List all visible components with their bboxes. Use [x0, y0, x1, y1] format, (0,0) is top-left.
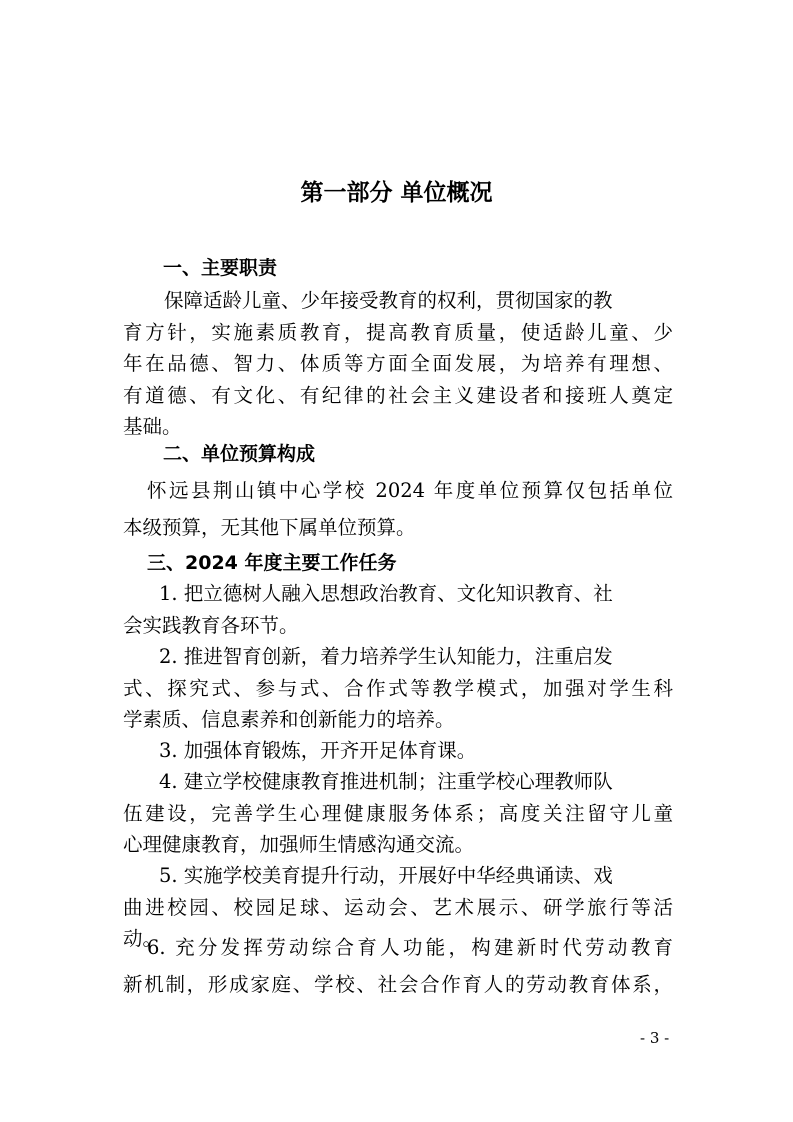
text-line: 式、探究式、参与式、合作式等教学模式，加强对学生科: [123, 676, 673, 700]
task-item-3: [123, 735, 673, 767]
text-line: 6. 充分发挥劳动综合育人功能，构建新时代劳动教育: [147, 936, 673, 959]
page-title: 第一部分 单位概况: [300, 180, 493, 206]
text-line: 伍建设，完善学生心理健康服务体系；高度关注留守儿童: [123, 801, 673, 825]
text-line: 本级预算，无其他下属单位预算。: [123, 516, 416, 539]
text-line: 会实践教育各环节。: [123, 613, 299, 637]
text-line: 保障适龄儿童、少年接受教育的权利，贯彻国家的教: [164, 289, 613, 312]
section-heading-main-tasks: 三、2024 年度主要工作任务: [147, 552, 397, 574]
duties-paragraph: [123, 285, 673, 443]
text-line: 学素质、信息素养和创新能力的培养。: [123, 708, 455, 731]
text-line: 动。: [123, 927, 163, 950]
text-line: 心理健康教育，加强师生情感沟通交流。: [123, 833, 475, 856]
section-heading-duties: 一、主要职责: [163, 257, 278, 279]
task-item-6: [123, 929, 673, 1003]
text-line: 2. 推进智育创新，着力培养学生认知能力，注重启发: [159, 645, 613, 668]
text-line: 5. 实施学校美育提升行动，开展好中华经典诵读、戏: [159, 864, 613, 887]
text-line: 育方针，实施素质教育，提高教育质量，使适龄儿童、少: [123, 320, 673, 344]
section-heading-budget-composition: 二、单位预算构成: [163, 443, 316, 465]
task-item-4: [123, 766, 673, 861]
text-line: 3. 加强体育锻炼，开齐开足体育课。: [159, 739, 477, 762]
text-line: 怀远县荆山镇中心学校 2024 年度单位预算仅包括单位: [147, 479, 673, 502]
text-line: 1. 把立德树人融入思想政治教育、文化知识教育、社: [159, 582, 613, 605]
text-line: 曲进校园、校园足球、运动会、艺术展示、研学旅行等活: [123, 895, 673, 919]
text-line: 4. 建立学校健康教育推进机制；注重学校心理教师队: [159, 770, 613, 793]
task-item-1: [123, 578, 673, 641]
text-line: 新机制，形成家庭、学校、社会合作育人的劳动教育体系，: [123, 973, 673, 996]
text-line: 有道德、有文化、有纪律的社会主义建设者和接班人奠定: [123, 383, 673, 407]
text-line: 年在品德、智力、体质等方面全面发展，为培养有理想、: [123, 352, 673, 375]
text-line: 基础。: [123, 415, 182, 438]
task-item-2: [123, 641, 673, 736]
budget-composition-paragraph: [123, 472, 673, 546]
page-number: - 3 -: [640, 1029, 670, 1047]
